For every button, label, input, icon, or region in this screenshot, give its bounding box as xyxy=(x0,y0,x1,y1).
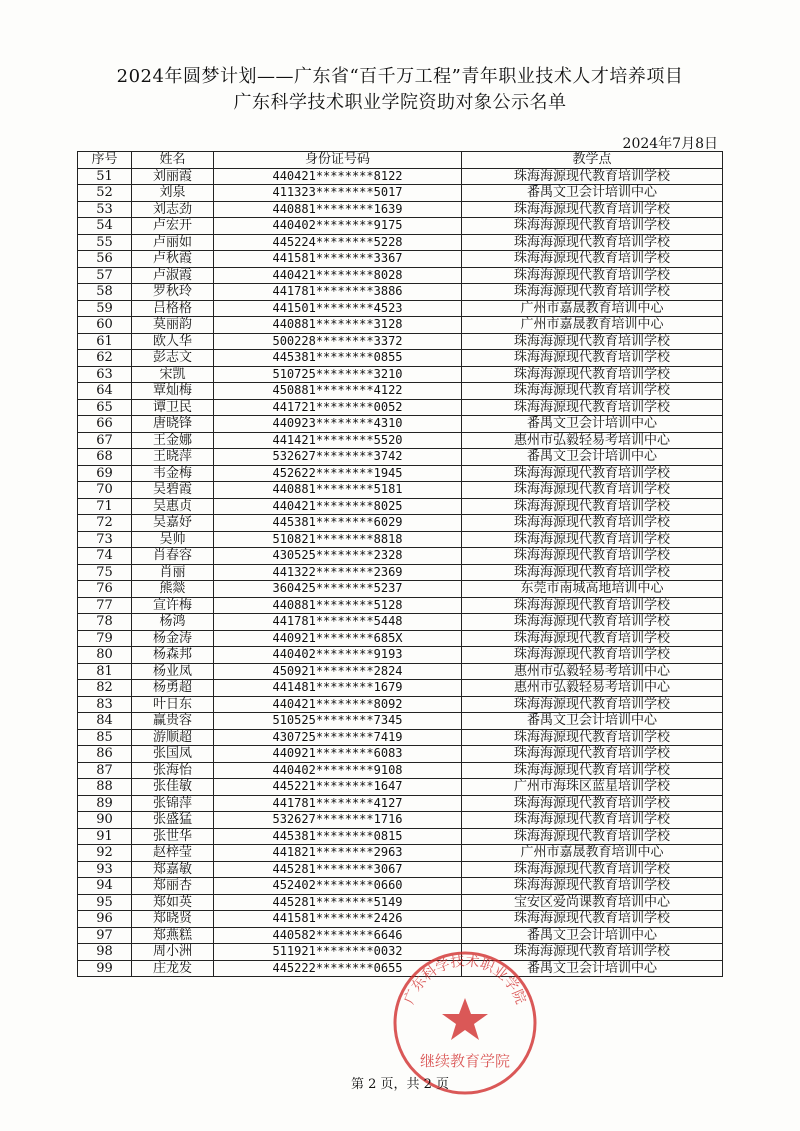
cell-teaching-site: 珠海海源现代教育培训学校 xyxy=(462,911,723,928)
cell-index: 96 xyxy=(78,911,132,928)
cell-name: 张国凤 xyxy=(132,746,214,763)
table-row xyxy=(78,465,723,482)
cell-id-number: 440402********9175 xyxy=(214,218,462,235)
cell-id-number: 445381********0855 xyxy=(214,350,462,367)
table-row xyxy=(78,812,723,829)
cell-name: 卢宏开 xyxy=(132,218,214,235)
table-row xyxy=(78,630,723,647)
cell-id-number: 511921********0032 xyxy=(214,944,462,961)
cell-index: 71 xyxy=(78,498,132,515)
cell-id-number: 440421********8092 xyxy=(214,696,462,713)
cell-index: 66 xyxy=(78,416,132,433)
table-row xyxy=(78,746,723,763)
cell-id-number: 532627********1716 xyxy=(214,812,462,829)
table-row xyxy=(78,894,723,911)
cell-teaching-site: 珠海海源现代教育培训学校 xyxy=(462,696,723,713)
cell-name: 吴帅 xyxy=(132,531,214,548)
cell-name: 杨业凤 xyxy=(132,663,214,680)
cell-id-number: 430525********2328 xyxy=(214,548,462,565)
cell-teaching-site: 珠海海源现代教育培训学校 xyxy=(462,267,723,284)
cell-index: 77 xyxy=(78,597,132,614)
cell-index: 79 xyxy=(78,630,132,647)
cell-name: 张盛猛 xyxy=(132,812,214,829)
cell-id-number: 450881********4122 xyxy=(214,383,462,400)
cell-name: 谭卫民 xyxy=(132,399,214,416)
cell-teaching-site: 珠海海源现代教育培训学校 xyxy=(462,498,723,515)
cell-index: 83 xyxy=(78,696,132,713)
table-row xyxy=(78,944,723,961)
publish-date: 2024年7月8日 xyxy=(622,136,718,152)
cell-index: 73 xyxy=(78,531,132,548)
cell-name: 韦金梅 xyxy=(132,465,214,482)
cell-teaching-site: 珠海海源现代教育培训学校 xyxy=(462,168,723,185)
table-header-row xyxy=(78,152,723,169)
cell-name: 张佳敏 xyxy=(132,779,214,796)
cell-index: 78 xyxy=(78,614,132,631)
table-row xyxy=(78,828,723,845)
table-row xyxy=(78,333,723,350)
cell-id-number: 532627********3742 xyxy=(214,449,462,466)
table-row xyxy=(78,416,723,433)
cell-teaching-site: 珠海海源现代教育培训学校 xyxy=(462,812,723,829)
cell-index: 59 xyxy=(78,300,132,317)
cell-id-number: 440402********9108 xyxy=(214,762,462,779)
table-row xyxy=(78,911,723,928)
cell-teaching-site: 珠海海源现代教育培训学校 xyxy=(462,531,723,548)
cell-index: 70 xyxy=(78,482,132,499)
cell-teaching-site: 珠海海源现代教育培训学校 xyxy=(462,548,723,565)
cell-teaching-site: 惠州市弘毅轻易考培训中心 xyxy=(462,680,723,697)
cell-id-number: 440402********9193 xyxy=(214,647,462,664)
table-row xyxy=(78,647,723,664)
cell-index: 64 xyxy=(78,383,132,400)
cell-teaching-site: 宝安区爱尚课教育培训中心 xyxy=(462,894,723,911)
cell-teaching-site: 番禺文卫会计培训中心 xyxy=(462,185,723,202)
table-row xyxy=(78,795,723,812)
cell-index: 97 xyxy=(78,927,132,944)
cell-name: 宋凯 xyxy=(132,366,214,383)
cell-teaching-site: 珠海海源现代教育培训学校 xyxy=(462,597,723,614)
cell-index: 85 xyxy=(78,729,132,746)
cell-id-number: 445224********5228 xyxy=(214,234,462,251)
cell-teaching-site: 惠州市弘毅轻易考培训中心 xyxy=(462,432,723,449)
cell-teaching-site: 珠海海源现代教育培训学校 xyxy=(462,729,723,746)
cell-index: 54 xyxy=(78,218,132,235)
table-row xyxy=(78,218,723,235)
cell-id-number: 452402********0660 xyxy=(214,878,462,895)
cell-teaching-site: 番禺文卫会计培训中心 xyxy=(462,960,723,977)
cell-name: 王晓萍 xyxy=(132,449,214,466)
table-row xyxy=(78,267,723,284)
cell-name: 卢秋霞 xyxy=(132,251,214,268)
cell-teaching-site: 番禺文卫会计培训中心 xyxy=(462,927,723,944)
cell-index: 75 xyxy=(78,564,132,581)
table-row xyxy=(78,366,723,383)
cell-index: 60 xyxy=(78,317,132,334)
cell-name: 郑如英 xyxy=(132,894,214,911)
cell-teaching-site: 珠海海源现代教育培训学校 xyxy=(462,218,723,235)
cell-name: 唐晓锋 xyxy=(132,416,214,433)
cell-index: 91 xyxy=(78,828,132,845)
table-row xyxy=(78,350,723,367)
cell-id-number: 441781********5448 xyxy=(214,614,462,631)
cell-id-number: 441781********3886 xyxy=(214,284,462,301)
cell-teaching-site: 惠州市弘毅轻易考培训中心 xyxy=(462,663,723,680)
table-row xyxy=(78,284,723,301)
cell-index: 67 xyxy=(78,432,132,449)
cell-teaching-site: 珠海海源现代教育培训学校 xyxy=(462,515,723,532)
table-row xyxy=(78,696,723,713)
cell-name: 熊燚 xyxy=(132,581,214,598)
cell-name: 叶日东 xyxy=(132,696,214,713)
cell-index: 69 xyxy=(78,465,132,482)
cell-name: 吴碧霞 xyxy=(132,482,214,499)
cell-id-number: 445222********0655 xyxy=(214,960,462,977)
cell-index: 76 xyxy=(78,581,132,598)
table-row xyxy=(78,581,723,598)
cell-id-number: 510821********8818 xyxy=(214,531,462,548)
cell-index: 81 xyxy=(78,663,132,680)
cell-id-number: 441421********5520 xyxy=(214,432,462,449)
cell-name: 周小洲 xyxy=(132,944,214,961)
cell-teaching-site: 珠海海源现代教育培训学校 xyxy=(462,399,723,416)
cell-teaching-site: 珠海海源现代教育培训学校 xyxy=(462,383,723,400)
table-row xyxy=(78,498,723,515)
cell-teaching-site: 珠海海源现代教育培训学校 xyxy=(462,630,723,647)
cell-index: 56 xyxy=(78,251,132,268)
cell-index: 86 xyxy=(78,746,132,763)
cell-name: 游顺超 xyxy=(132,729,214,746)
table-row xyxy=(78,515,723,532)
cell-id-number: 445221********1647 xyxy=(214,779,462,796)
cell-teaching-site: 珠海海源现代教育培训学校 xyxy=(462,828,723,845)
cell-name: 郑嘉敏 xyxy=(132,861,214,878)
table-row xyxy=(78,317,723,334)
cell-index: 84 xyxy=(78,713,132,730)
cell-id-number: 441821********2963 xyxy=(214,845,462,862)
cell-teaching-site: 珠海海源现代教育培训学校 xyxy=(462,251,723,268)
cell-id-number: 440881********1639 xyxy=(214,201,462,218)
cell-teaching-site: 珠海海源现代教育培训学校 xyxy=(462,762,723,779)
table-row xyxy=(78,234,723,251)
cell-id-number: 441322********2369 xyxy=(214,564,462,581)
cell-name: 杨勇超 xyxy=(132,680,214,697)
cell-index: 93 xyxy=(78,861,132,878)
table-row xyxy=(78,779,723,796)
column-header-index: 序号 xyxy=(78,152,132,169)
cell-name: 赢贵容 xyxy=(132,713,214,730)
cell-name: 王金娜 xyxy=(132,432,214,449)
cell-teaching-site: 广州市嘉晟教育培训中心 xyxy=(462,300,723,317)
cell-index: 92 xyxy=(78,845,132,862)
table-row xyxy=(78,663,723,680)
cell-teaching-site: 广州市嘉晟教育培训中心 xyxy=(462,317,723,334)
cell-name: 刘泉 xyxy=(132,185,214,202)
cell-id-number: 411323********5017 xyxy=(214,185,462,202)
cell-index: 74 xyxy=(78,548,132,565)
cell-id-number: 440421********8025 xyxy=(214,498,462,515)
cell-id-number: 440881********5181 xyxy=(214,482,462,499)
star-icon xyxy=(442,998,488,1040)
table-row xyxy=(78,300,723,317)
cell-name: 杨森邦 xyxy=(132,647,214,664)
cell-teaching-site: 珠海海源现代教育培训学校 xyxy=(462,878,723,895)
cell-index: 53 xyxy=(78,201,132,218)
column-header-site: 教学点 xyxy=(462,152,723,169)
cell-index: 52 xyxy=(78,185,132,202)
cell-id-number: 440923********4310 xyxy=(214,416,462,433)
cell-index: 68 xyxy=(78,449,132,466)
cell-name: 张世华 xyxy=(132,828,214,845)
cell-teaching-site: 珠海海源现代教育培训学校 xyxy=(462,284,723,301)
cell-teaching-site: 珠海海源现代教育培训学校 xyxy=(462,944,723,961)
cell-name: 吴惠贞 xyxy=(132,498,214,515)
cell-id-number: 441481********1679 xyxy=(214,680,462,697)
cell-id-number: 445281********3067 xyxy=(214,861,462,878)
cell-index: 55 xyxy=(78,234,132,251)
cell-name: 彭志文 xyxy=(132,350,214,367)
table-row xyxy=(78,449,723,466)
recipient-table xyxy=(77,151,723,977)
cell-index: 65 xyxy=(78,399,132,416)
column-header-name: 姓名 xyxy=(132,152,214,169)
cell-index: 58 xyxy=(78,284,132,301)
page-indicator: 第 2 页，共 2 页 xyxy=(350,1077,450,1092)
cell-id-number: 440421********8028 xyxy=(214,267,462,284)
table-row xyxy=(78,548,723,565)
table-row xyxy=(78,201,723,218)
cell-id-number: 441721********0052 xyxy=(214,399,462,416)
cell-teaching-site: 广州市嘉晟教育培训中心 xyxy=(462,845,723,862)
cell-index: 88 xyxy=(78,779,132,796)
cell-id-number: 445281********5149 xyxy=(214,894,462,911)
cell-index: 95 xyxy=(78,894,132,911)
cell-teaching-site: 番禺文卫会计培训中心 xyxy=(462,713,723,730)
table-row xyxy=(78,564,723,581)
table-row xyxy=(78,762,723,779)
cell-index: 90 xyxy=(78,812,132,829)
cell-name: 郑燕糕 xyxy=(132,927,214,944)
cell-index: 82 xyxy=(78,680,132,697)
table-row xyxy=(78,927,723,944)
cell-id-number: 440881********3128 xyxy=(214,317,462,334)
document-title-line1: 2024年圆梦计划——广东省“百千万工程”青年职业技术人才培养项目 xyxy=(116,66,684,87)
cell-id-number: 440582********6646 xyxy=(214,927,462,944)
cell-name: 莫丽韵 xyxy=(132,317,214,334)
cell-name: 刘志劲 xyxy=(132,201,214,218)
cell-index: 98 xyxy=(78,944,132,961)
cell-name: 卢淑霞 xyxy=(132,267,214,284)
cell-teaching-site: 珠海海源现代教育培训学校 xyxy=(462,614,723,631)
cell-name: 欧人华 xyxy=(132,333,214,350)
cell-index: 51 xyxy=(78,168,132,185)
cell-index: 99 xyxy=(78,960,132,977)
cell-name: 赵梓莹 xyxy=(132,845,214,862)
cell-id-number: 510525********7345 xyxy=(214,713,462,730)
cell-teaching-site: 珠海海源现代教育培训学校 xyxy=(462,201,723,218)
cell-teaching-site: 珠海海源现代教育培训学校 xyxy=(462,795,723,812)
cell-teaching-site: 广州市海珠区蓝星培训学校 xyxy=(462,779,723,796)
cell-teaching-site: 珠海海源现代教育培训学校 xyxy=(462,366,723,383)
cell-name: 庄龙发 xyxy=(132,960,214,977)
cell-id-number: 452622********1945 xyxy=(214,465,462,482)
cell-index: 61 xyxy=(78,333,132,350)
cell-teaching-site: 番禺文卫会计培训中心 xyxy=(462,449,723,466)
cell-name: 张海怡 xyxy=(132,762,214,779)
cell-id-number: 441581********3367 xyxy=(214,251,462,268)
table-row xyxy=(78,729,723,746)
table-row xyxy=(78,614,723,631)
cell-name: 宣许梅 xyxy=(132,597,214,614)
cell-id-number: 440881********5128 xyxy=(214,597,462,614)
cell-name: 刘丽霞 xyxy=(132,168,214,185)
cell-teaching-site: 珠海海源现代教育培训学校 xyxy=(462,482,723,499)
cell-id-number: 430725********7419 xyxy=(214,729,462,746)
table-row xyxy=(78,185,723,202)
table-row xyxy=(78,399,723,416)
table-row xyxy=(78,597,723,614)
table-row xyxy=(78,168,723,185)
cell-index: 94 xyxy=(78,878,132,895)
cell-id-number: 441581********2426 xyxy=(214,911,462,928)
cell-index: 87 xyxy=(78,762,132,779)
cell-id-number: 440421********8122 xyxy=(214,168,462,185)
cell-name: 杨鸿 xyxy=(132,614,214,631)
cell-index: 62 xyxy=(78,350,132,367)
cell-name: 卢丽如 xyxy=(132,234,214,251)
cell-name: 杨金涛 xyxy=(132,630,214,647)
table-row xyxy=(78,861,723,878)
cell-teaching-site: 珠海海源现代教育培训学校 xyxy=(462,861,723,878)
cell-name: 郑晓贤 xyxy=(132,911,214,928)
table-row xyxy=(78,432,723,449)
cell-name: 吴嘉妤 xyxy=(132,515,214,532)
cell-teaching-site: 番禺文卫会计培训中心 xyxy=(462,416,723,433)
cell-teaching-site: 珠海海源现代教育培训学校 xyxy=(462,234,723,251)
column-header-id: 身份证号码 xyxy=(214,152,462,169)
cell-name: 覃灿梅 xyxy=(132,383,214,400)
cell-index: 57 xyxy=(78,267,132,284)
cell-teaching-site: 东莞市南城高地培训中心 xyxy=(462,581,723,598)
cell-name: 张锦萍 xyxy=(132,795,214,812)
cell-teaching-site: 珠海海源现代教育培训学校 xyxy=(462,465,723,482)
cell-id-number: 360425********5237 xyxy=(214,581,462,598)
cell-id-number: 441781********4127 xyxy=(214,795,462,812)
cell-id-number: 450921********2824 xyxy=(214,663,462,680)
cell-id-number: 441501********4523 xyxy=(214,300,462,317)
cell-id-number: 510725********3210 xyxy=(214,366,462,383)
table-row xyxy=(78,251,723,268)
cell-index: 80 xyxy=(78,647,132,664)
cell-teaching-site: 珠海海源现代教育培训学校 xyxy=(462,350,723,367)
cell-id-number: 445381********6029 xyxy=(214,515,462,532)
cell-teaching-site: 珠海海源现代教育培训学校 xyxy=(462,564,723,581)
table-row xyxy=(78,680,723,697)
cell-index: 89 xyxy=(78,795,132,812)
table-row xyxy=(78,482,723,499)
seal-arc-text: 广东科学技术职业学院 xyxy=(401,953,529,1007)
cell-name: 肖丽 xyxy=(132,564,214,581)
table-row xyxy=(78,960,723,977)
document-title-line2: 广东科学技术职业学院资助对象公示名单 xyxy=(233,92,567,113)
table-row xyxy=(78,713,723,730)
cell-name: 吕格格 xyxy=(132,300,214,317)
table-row xyxy=(78,845,723,862)
cell-id-number: 445381********0815 xyxy=(214,828,462,845)
cell-id-number: 440921********6083 xyxy=(214,746,462,763)
cell-name: 郑丽杏 xyxy=(132,878,214,895)
cell-teaching-site: 珠海海源现代教育培训学校 xyxy=(462,746,723,763)
cell-index: 63 xyxy=(78,366,132,383)
cell-id-number: 440921********685X xyxy=(214,630,462,647)
table-row xyxy=(78,531,723,548)
cell-index: 72 xyxy=(78,515,132,532)
table-row xyxy=(78,383,723,400)
table-row xyxy=(78,878,723,895)
cell-teaching-site: 珠海海源现代教育培训学校 xyxy=(462,647,723,664)
cell-id-number: 500228********3372 xyxy=(214,333,462,350)
cell-name: 肖春容 xyxy=(132,548,214,565)
cell-name: 罗秋玲 xyxy=(132,284,214,301)
seal-text: 继续教育学院 xyxy=(419,1052,511,1070)
cell-teaching-site: 珠海海源现代教育培训学校 xyxy=(462,333,723,350)
